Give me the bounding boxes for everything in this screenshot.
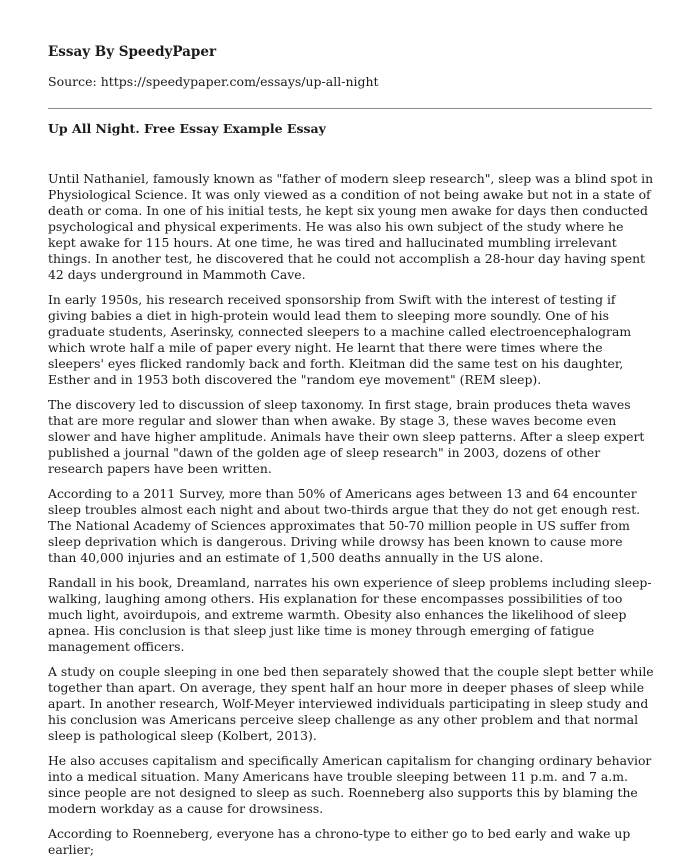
source-line: Source: https://speedypaper.com/essays/up-all-night xyxy=(48,74,379,89)
paragraph: Randall in his book, Dreamland, narrates his own experience of sleep problems including sleep-walking, laughing among others. His explanation for these encompasses possibilities of too much light, avoirdupois, and extreme warmth. Obesity also enhances the likelihood of sleep apnea. His conclusion is that sleep just like time is money through emerging of fatigue management officers. xyxy=(48,575,652,654)
paragraph: According to Roenneberg, everyone has a chrono-type to either go to bed early and wake up earlier; xyxy=(48,826,631,857)
essay-body xyxy=(48,171,654,867)
divider xyxy=(48,108,652,109)
paragraph: The discovery led to discussion of sleep taxonomy. In first stage, brain produces theta waves that are more regular and slower than when awake. By stage 3, these waves become even slower and have higher amplitude. Animals have their own sleep patterns. After a sleep expert published a journal "dawn of the golden age of sleep research" in 2003, dozens of other research papers have been written. xyxy=(48,397,645,476)
essay-title: Up All Night. Free Essay Example Essay xyxy=(48,121,326,136)
paragraph: He also accuses capitalism and specifically American capitalism for changing ordinary behavior into a medical situation. Many Americans have trouble sleeping between 11 p.m. and 7 a.m. since people are not designed to sleep as such. Roenneberg also supports this by blaming the modern workday as a cause for drowsiness. xyxy=(48,753,652,816)
paragraph: According to a 2011 Survey, more than 50% of Americans ages between 13 and 64 encounter sleep troubles almost each night and about two-thirds argue that they do not get enough rest. The National Academy of Sciences approximates that 50-70 million people in US suffer from sleep deprivation which is dangerous. Driving while drowsy has been known to cause more than 40,000 injuries and an estimate of 1,500 deaths annually in the US alone. xyxy=(48,486,641,565)
paragraph: Until Nathaniel, famously known as "father of modern sleep research", sleep was a blind spot in Physiological Science. It was only viewed as a condition of not being awake but not in a state of death or coma. In one of his initial tests, he kept six young men awake for days then conducted psychological and physical experiments. He was also his own subject of the study where he kept awake for 115 hours. At one time, he was tired and hallucinated mumbling irrelevant things. In another test, he discovered that he could not accomplish a 28-hour day having spent 42 days underground in Mammoth Cave. xyxy=(48,171,654,282)
paragraph: In early 1950s, his research received sponsorship from Swift with the interest of testing if giving babies a diet in high-protein would lead them to sleeping more soundly. One of his graduate students, Aserinsky, connected sleepers to a machine called electroencephalogram which wrote half a mile of paper every night. He learnt that there were times where the sleepers' eyes flicked randomly back and forth. Kleitman did the same test on his daughter, Esther and in 1953 both discovered the "random eye movement" (REM sleep). xyxy=(48,292,632,387)
paragraph: A study on couple sleeping in one bed then separately showed that the couple slept better while together than apart. On average, they spent half an hour more in deeper phases of sleep while apart. In another research, Wolf-Meyer interviewed individuals participating in sleep study and his conclusion was Americans perceive sleep challenge as any other problem and that normal sleep is pathological sleep (Kolbert, 2013). xyxy=(48,664,654,743)
site-title: Essay By SpeedyPaper xyxy=(48,44,217,60)
